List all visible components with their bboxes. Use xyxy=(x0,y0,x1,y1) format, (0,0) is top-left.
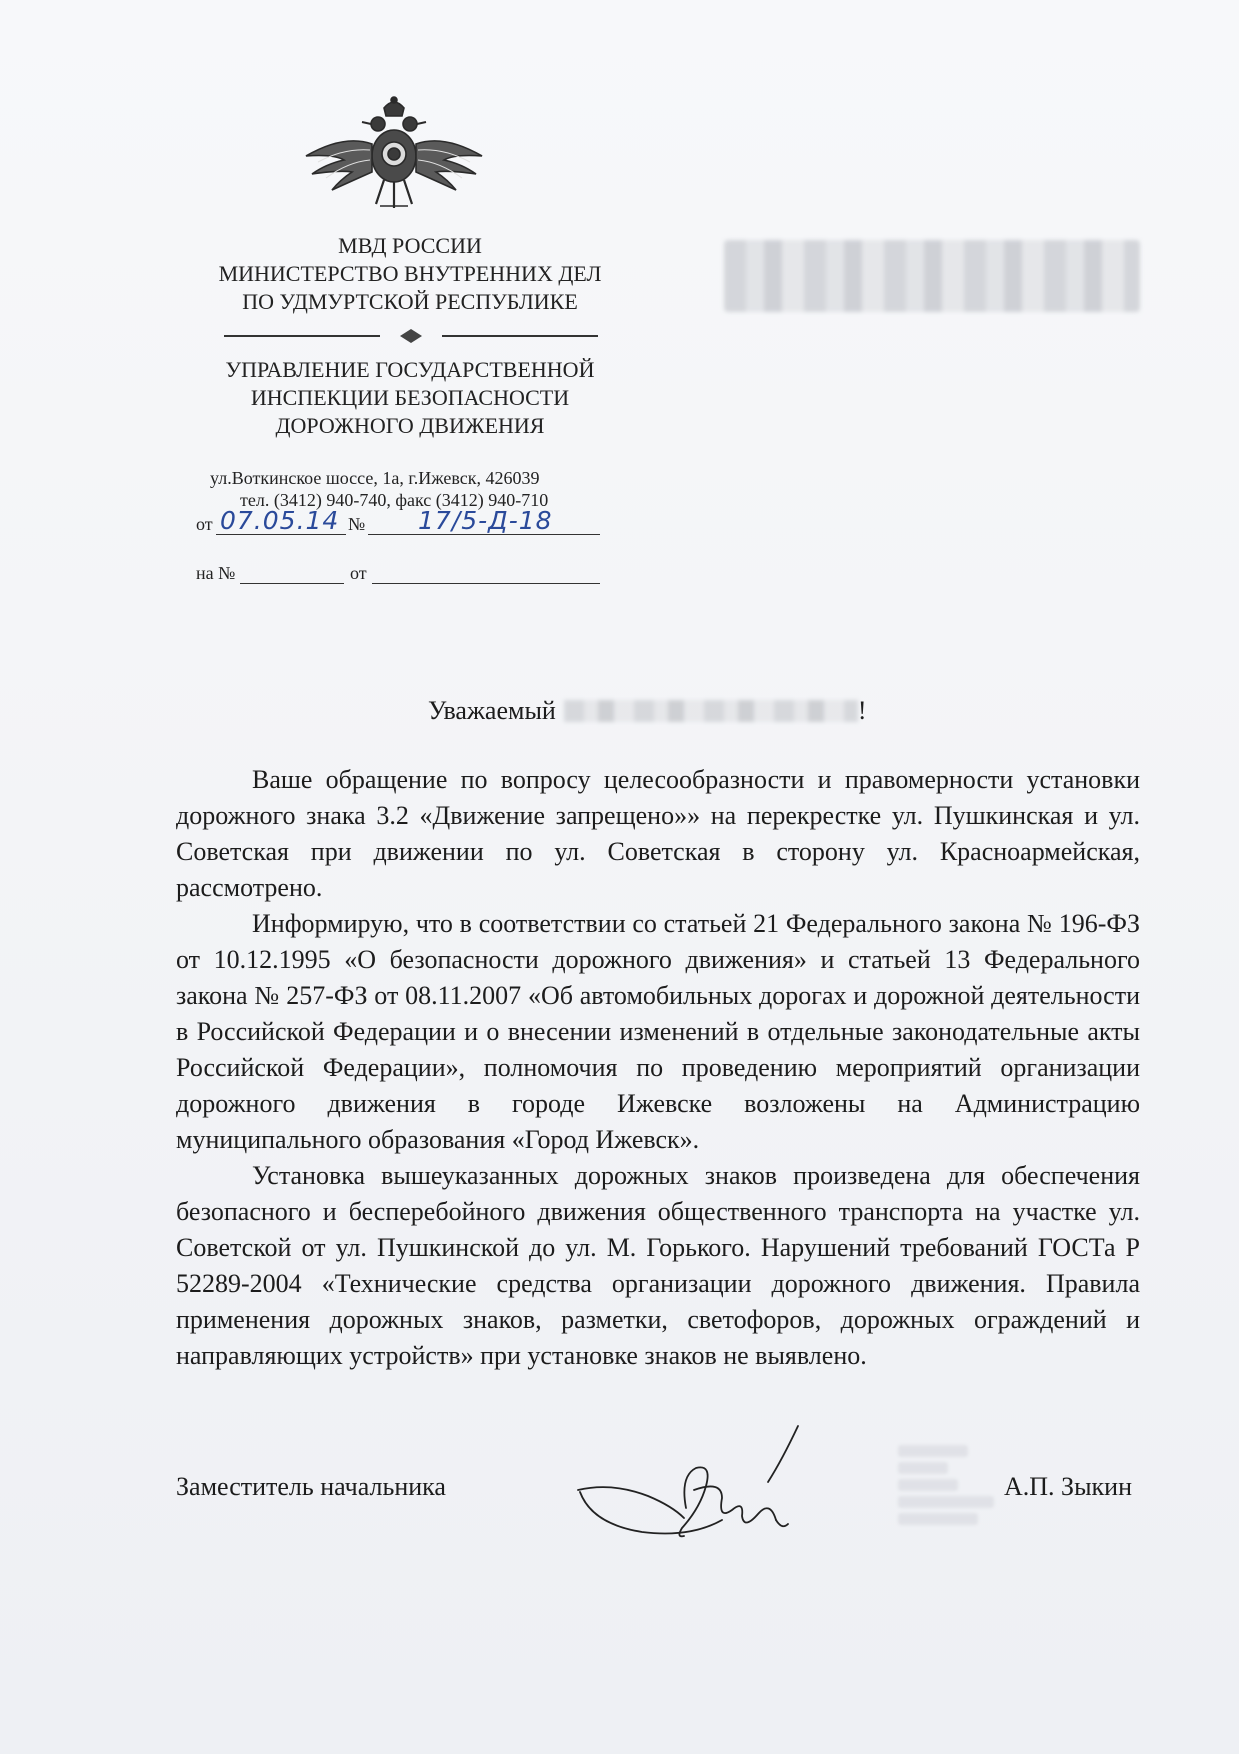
outgoing-reference xyxy=(196,505,600,541)
org-address: ул.Воткинское шоссе, 1а, г.Ижевск, 426039 xyxy=(210,468,540,488)
signer-position: Заместитель начальника xyxy=(176,1472,446,1501)
reply-number-line xyxy=(240,583,344,584)
department-line: УПРАВЛЕНИЕ ГОСУДАРСТВЕННОЙ xyxy=(225,357,595,382)
department-line: ИНСПЕКЦИИ БЕЗОПАСНОСТИ xyxy=(250,385,570,410)
signature-block xyxy=(176,1468,1140,1512)
ref-from-label: от xyxy=(196,514,213,534)
separator-rule xyxy=(224,335,380,337)
redacted-recipient xyxy=(724,240,1140,312)
org-contacts: тел. (3412) 940-740, факс (3412) 940-710 xyxy=(240,490,549,510)
organization-header xyxy=(200,232,620,440)
diamond-icon xyxy=(400,329,422,343)
separator-rule xyxy=(442,335,598,337)
department-line: ДОРОЖНОГО ДВИЖЕНИЯ xyxy=(275,413,545,438)
ref-date: 07.05.14 xyxy=(220,506,340,535)
paragraph: Установка вышеуказанных дорожных знаков произведена для обеспечения безопасного и бесперебойного движения общественного транспорта на участке ул. Советской от ул. Пушкинской до ул. М. Горького. Нарушений требований ГОСТа Р 52289-2004 «Технические средства организации дорожного движения. Правила применения дорожных знаков, разметки, светофоров, дорожных ограждений и направляющих устройств» при установке знаков не выявлено. xyxy=(176,1161,1140,1370)
letter-body xyxy=(176,762,1140,1374)
reply-from-label: от xyxy=(350,563,367,583)
org-line: ПО УДМУРТСКОЙ РЕСПУБЛИКЕ xyxy=(242,289,578,314)
reply-date-line xyxy=(372,583,600,584)
greeting-prefix: Уважаемый xyxy=(428,696,556,725)
org-line: МВД РОССИИ xyxy=(338,233,482,258)
mvd-emblem-icon xyxy=(304,94,484,212)
greeting xyxy=(428,694,867,728)
ref-number-label: № xyxy=(348,514,366,534)
reply-reference xyxy=(196,556,600,588)
ref-number: 17/5-Д-18 xyxy=(418,506,553,535)
signer-name: А.П. Зыкин xyxy=(1003,1472,1132,1501)
header-separator xyxy=(224,324,598,348)
redacted-name xyxy=(564,700,858,722)
paragraph: Ваше обращение по вопросу целесообразности и правомерности установки дорожного знака 3.2 «Движение запрещено»» на перекрестке ул. Пушкинская и ул. Советская при движении по ул. Советская в сторону ул. Красноармейская, рассмотрено. xyxy=(176,765,1140,902)
org-line: МИНИСТЕРСТВО ВНУТРЕННИХ ДЕЛ xyxy=(218,261,602,286)
paragraph: Информирую, что в соответствии со статьей 21 Федерального закона № 196-ФЗ от 10.12.1995 «О безопасности дорожного движения» и статьей 13 Федерального закона № 257-ФЗ от 08.11.2007 «Об автомобильных дорогах и дорожной деятельности в Российской Федерации и о внесении изменений в отдельные законодательные акты Российской Федерации», полномочия по проведению мероприятий организации дорожного движения в городе Ижевске возложены на Администрацию муниципального образования «Город Ижевск». xyxy=(176,909,1140,1154)
reply-to-label: на № xyxy=(196,563,236,583)
greeting-suffix: ! xyxy=(857,696,867,725)
